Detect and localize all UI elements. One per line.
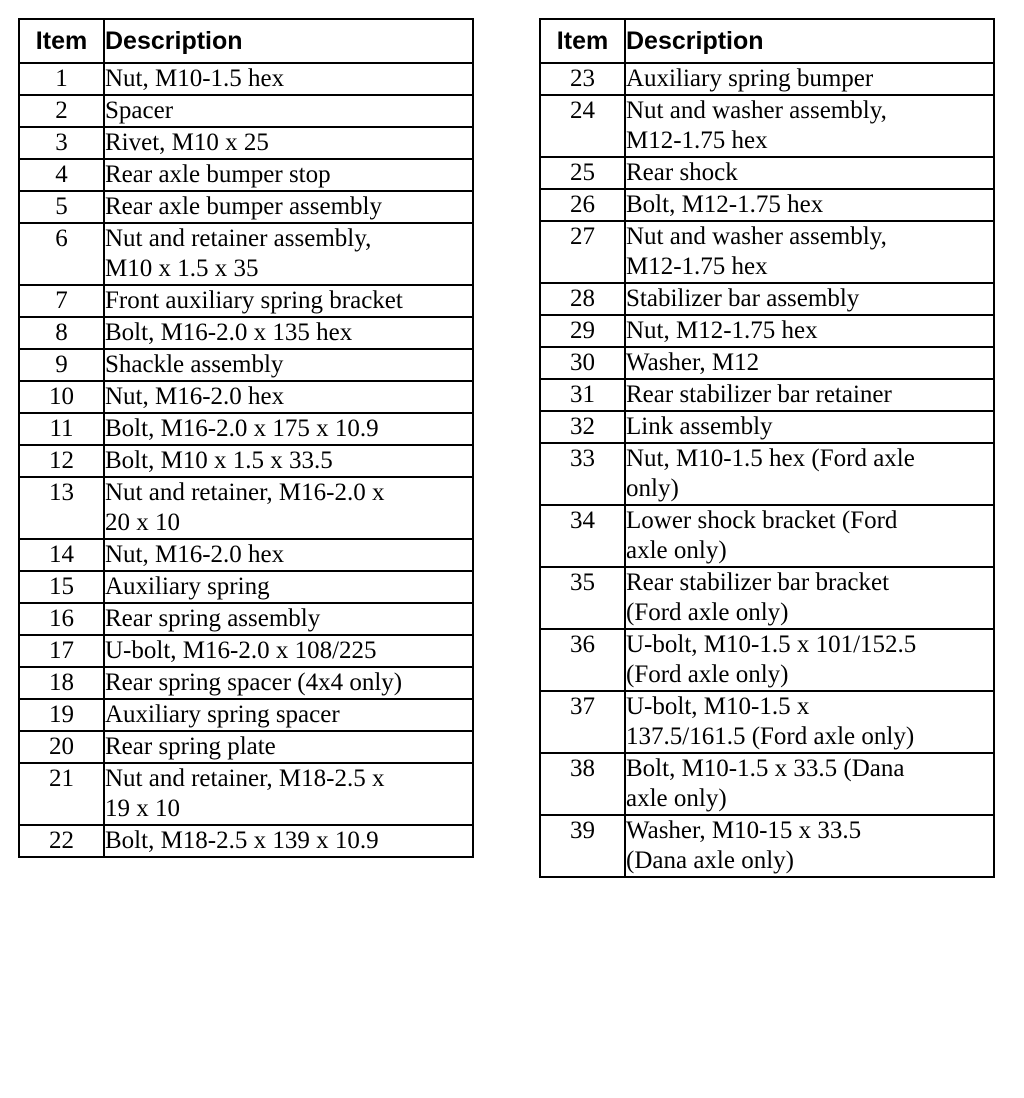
item-number: 17 xyxy=(19,635,104,667)
item-description: Nut, M10-1.5 hex (Ford axle only) xyxy=(625,443,994,505)
item-description: U-bolt, M10-1.5 x 137.5/161.5 (Ford axle only) xyxy=(625,691,994,753)
table-row xyxy=(540,63,994,95)
item-description: Bolt, M10-1.5 x 33.5 (Dana axle only) xyxy=(625,753,994,815)
table-row xyxy=(19,317,473,349)
item-number: 38 xyxy=(540,753,625,815)
table-row xyxy=(540,567,994,629)
table-row xyxy=(540,157,994,189)
table-row xyxy=(19,445,473,477)
item-number: 16 xyxy=(19,603,104,635)
item-number: 39 xyxy=(540,815,625,877)
table-row xyxy=(540,443,994,505)
item-number: 29 xyxy=(540,315,625,347)
item-description: U-bolt, M16-2.0 x 108/225 xyxy=(104,635,473,667)
table-row xyxy=(19,413,473,445)
item-description: Rear spring plate xyxy=(104,731,473,763)
table-row xyxy=(540,283,994,315)
table-row xyxy=(19,191,473,223)
table-row xyxy=(19,127,473,159)
item-description: Rear axle bumper assembly xyxy=(104,191,473,223)
table-row xyxy=(540,315,994,347)
item-description: Nut and retainer, M18-2.5 x 19 x 10 xyxy=(104,763,473,825)
table-row xyxy=(19,477,473,539)
item-number: 35 xyxy=(540,567,625,629)
table-row xyxy=(19,699,473,731)
item-description: Bolt, M16-2.0 x 135 hex xyxy=(104,317,473,349)
table-row xyxy=(540,505,994,567)
item-description: Washer, M12 xyxy=(625,347,994,379)
table-row xyxy=(19,285,473,317)
item-description: Bolt, M16-2.0 x 175 x 10.9 xyxy=(104,413,473,445)
item-description: Rear axle bumper stop xyxy=(104,159,473,191)
item-number: 1 xyxy=(19,63,104,95)
item-description: Shackle assembly xyxy=(104,349,473,381)
table-row xyxy=(540,347,994,379)
item-number: 8 xyxy=(19,317,104,349)
table-row xyxy=(19,571,473,603)
item-number: 32 xyxy=(540,411,625,443)
item-description: Nut and washer assembly, M12-1.75 hex xyxy=(625,95,994,157)
table-row xyxy=(540,815,994,877)
table-row xyxy=(19,349,473,381)
item-description: Spacer xyxy=(104,95,473,127)
table-row xyxy=(19,159,473,191)
table-row xyxy=(19,223,473,285)
item-description: Rear shock xyxy=(625,157,994,189)
table-row xyxy=(19,731,473,763)
table-row xyxy=(19,763,473,825)
item-number: 7 xyxy=(19,285,104,317)
item-description: Rear stabilizer bar bracket (Ford axle only) xyxy=(625,567,994,629)
table-row xyxy=(540,95,994,157)
item-number: 28 xyxy=(540,283,625,315)
table-row xyxy=(19,667,473,699)
item-description: Lower shock bracket (Ford axle only) xyxy=(625,505,994,567)
item-description: Auxiliary spring xyxy=(104,571,473,603)
parts-table-left xyxy=(18,18,474,858)
table-row xyxy=(19,603,473,635)
item-description: Nut and washer assembly, M12-1.75 hex xyxy=(625,221,994,283)
table-row xyxy=(19,63,473,95)
item-description: Rear spring assembly xyxy=(104,603,473,635)
item-description: Bolt, M12-1.75 hex xyxy=(625,189,994,221)
item-number: 21 xyxy=(19,763,104,825)
table-row xyxy=(19,825,473,857)
item-column-header: Item xyxy=(19,19,104,63)
item-number: 34 xyxy=(540,505,625,567)
item-description: Washer, M10-15 x 33.5 (Dana axle only) xyxy=(625,815,994,877)
item-number: 3 xyxy=(19,127,104,159)
item-description: Rear stabilizer bar retainer xyxy=(625,379,994,411)
item-description: Nut, M16-2.0 hex xyxy=(104,381,473,413)
description-column-header: Description xyxy=(104,19,473,63)
item-number: 20 xyxy=(19,731,104,763)
item-description: Nut, M12-1.75 hex xyxy=(625,315,994,347)
table-row xyxy=(540,753,994,815)
description-column-header: Description xyxy=(625,19,994,63)
item-number: 15 xyxy=(19,571,104,603)
item-description: Nut and retainer assembly, M10 x 1.5 x 35 xyxy=(104,223,473,285)
item-description: Rear spring spacer (4x4 only) xyxy=(104,667,473,699)
parts-table-right xyxy=(539,18,995,878)
parts-table-right-body xyxy=(540,63,994,877)
table-row xyxy=(540,221,994,283)
item-number: 27 xyxy=(540,221,625,283)
table-row xyxy=(540,629,994,691)
table-row xyxy=(540,379,994,411)
item-number: 36 xyxy=(540,629,625,691)
item-number: 2 xyxy=(19,95,104,127)
item-number: 9 xyxy=(19,349,104,381)
table-row xyxy=(19,635,473,667)
table-row xyxy=(19,95,473,127)
parts-table-left-body xyxy=(19,63,473,857)
item-number: 5 xyxy=(19,191,104,223)
item-description: Front auxiliary spring bracket xyxy=(104,285,473,317)
item-number: 25 xyxy=(540,157,625,189)
item-description: Link assembly xyxy=(625,411,994,443)
item-number: 11 xyxy=(19,413,104,445)
table-row xyxy=(540,411,994,443)
item-description: Bolt, M18-2.5 x 139 x 10.9 xyxy=(104,825,473,857)
item-column-header: Item xyxy=(540,19,625,63)
item-description: Nut and retainer, M16-2.0 x 20 x 10 xyxy=(104,477,473,539)
item-description: Rivet, M10 x 25 xyxy=(104,127,473,159)
item-number: 4 xyxy=(19,159,104,191)
item-description: U-bolt, M10-1.5 x 101/152.5 (Ford axle only) xyxy=(625,629,994,691)
item-description: Auxiliary spring spacer xyxy=(104,699,473,731)
item-number: 14 xyxy=(19,539,104,571)
table-row xyxy=(540,691,994,753)
item-number: 22 xyxy=(19,825,104,857)
table-row xyxy=(540,189,994,221)
item-description: Auxiliary spring bumper xyxy=(625,63,994,95)
item-number: 23 xyxy=(540,63,625,95)
item-description: Bolt, M10 x 1.5 x 33.5 xyxy=(104,445,473,477)
item-number: 6 xyxy=(19,223,104,285)
item-description: Stabilizer bar assembly xyxy=(625,283,994,315)
item-number: 13 xyxy=(19,477,104,539)
table-row xyxy=(19,539,473,571)
item-number: 30 xyxy=(540,347,625,379)
item-number: 26 xyxy=(540,189,625,221)
item-number: 31 xyxy=(540,379,625,411)
item-number: 10 xyxy=(19,381,104,413)
item-description: Nut, M16-2.0 hex xyxy=(104,539,473,571)
table-row xyxy=(19,381,473,413)
item-number: 24 xyxy=(540,95,625,157)
item-number: 33 xyxy=(540,443,625,505)
item-description: Nut, M10-1.5 hex xyxy=(104,63,473,95)
item-number: 19 xyxy=(19,699,104,731)
item-number: 12 xyxy=(19,445,104,477)
item-number: 18 xyxy=(19,667,104,699)
item-number: 37 xyxy=(540,691,625,753)
table-header-row xyxy=(19,19,473,63)
table-header-row xyxy=(540,19,994,63)
